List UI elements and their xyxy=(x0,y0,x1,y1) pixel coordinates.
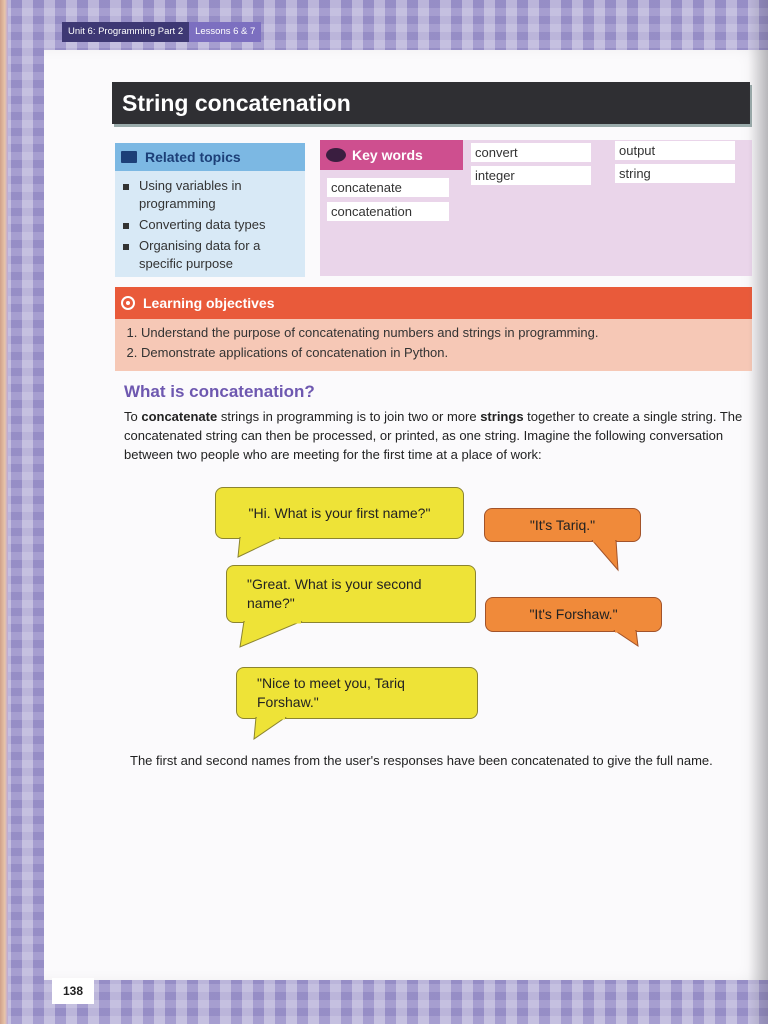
list-item: 2. Demonstrate applications of concatenation in Python. xyxy=(141,343,752,363)
speech-tail xyxy=(238,621,308,649)
keyword: concatenation xyxy=(327,202,449,221)
learning-objectives-heading: Learning objectives xyxy=(143,295,275,311)
keyword: output xyxy=(615,141,735,160)
list-item: Organising data for a specific purpose xyxy=(121,237,305,273)
intro-text: To xyxy=(124,409,142,424)
keyword: string xyxy=(615,164,735,183)
intro-paragraph xyxy=(124,407,750,464)
speech-bubble-icon xyxy=(326,148,346,162)
related-topics-header xyxy=(115,143,305,171)
list-item: 1. Understand the purpose of concatenating numbers and strings in programming. xyxy=(141,323,752,343)
speech-tail xyxy=(236,537,286,559)
key-words-box xyxy=(320,140,752,276)
keyword-concatenate: concatenate xyxy=(141,409,218,424)
page-number: 138 xyxy=(52,978,94,1004)
speech-bubble: "Nice to meet you, Tariq Forshaw." xyxy=(236,667,478,719)
speech-bubble: "Hi. What is your first name?" xyxy=(215,487,464,539)
intro-text: strings in programming is to join two or more xyxy=(217,409,481,424)
speech-bubble: "It's Forshaw." xyxy=(485,597,662,632)
conclusion-paragraph: The first and second names from the user's responses have been concatenated to give the full name. xyxy=(130,753,713,768)
speech-tail xyxy=(252,717,292,741)
related-topics-heading: Related topics xyxy=(145,149,241,165)
keyword: concatenate xyxy=(327,178,449,197)
binding-shadow xyxy=(748,0,768,1024)
target-icon xyxy=(121,296,135,310)
keyword-strings: strings xyxy=(480,409,524,424)
page-title: String concatenation xyxy=(112,82,750,124)
unit-label: Unit 6: Programming Part 2 xyxy=(62,22,189,42)
intro-text: together to create a single string. The concatenated string can then be processed, or printed, as one string. Imagine the following conversation between two people who are meeting for the first time at a place of work: xyxy=(124,409,743,462)
list-item: Using variables in programming xyxy=(121,177,305,213)
speech-tail xyxy=(590,540,622,574)
speech-tail xyxy=(612,630,640,648)
key-words-header xyxy=(320,140,463,170)
folder-icon xyxy=(121,151,137,163)
lessons-label: Lessons 6 & 7 xyxy=(189,22,261,42)
page-edge xyxy=(0,0,8,1024)
section-heading: What is concatenation? xyxy=(124,382,315,401)
keyword: integer xyxy=(471,166,591,185)
list-item: Converting data types xyxy=(121,216,305,234)
learning-objectives-list xyxy=(115,323,752,363)
related-topics-box xyxy=(115,143,305,277)
speech-bubble: "Great. What is your second name?" xyxy=(226,565,476,623)
speech-bubble: "It's Tariq." xyxy=(484,508,641,542)
related-topics-list xyxy=(115,177,305,273)
keyword: convert xyxy=(471,143,591,162)
learning-objectives-header xyxy=(115,287,752,319)
unit-breadcrumb xyxy=(62,22,261,42)
learning-objectives-box xyxy=(115,287,752,371)
key-words-heading: Key words xyxy=(352,147,423,163)
